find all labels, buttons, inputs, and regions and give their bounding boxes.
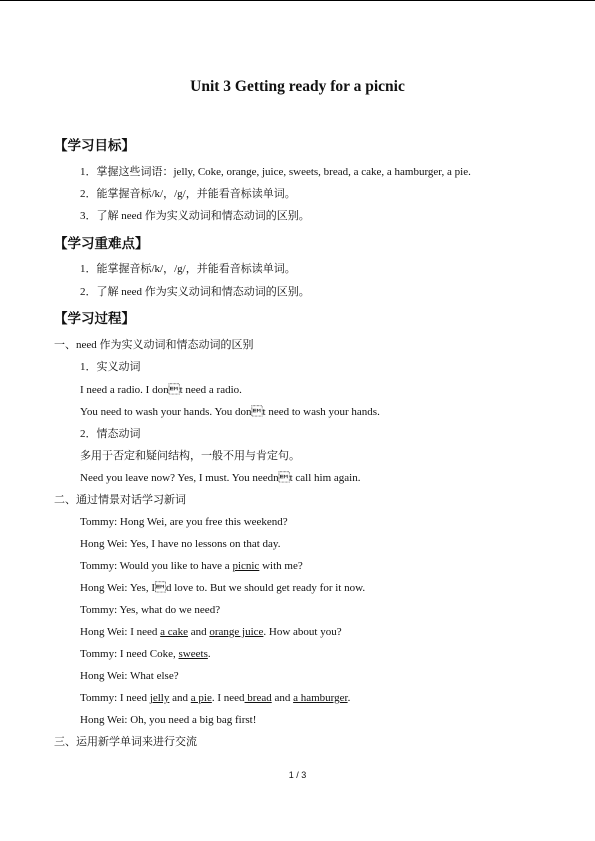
dialogue-text: and <box>169 692 191 704</box>
part1-example-1: I need a radio. I dont need a radio. <box>80 384 242 396</box>
section-heading-goals: 【学习目标】 <box>54 138 135 154</box>
difficulty-item-1: 1．能掌握音标/k/，/g/，并能看音标读单词。 <box>80 263 296 275</box>
section-heading-process: 【学习过程】 <box>54 311 135 327</box>
vocab-jelly: jelly <box>149 692 170 704</box>
dialogue-line-4: Hong Wei: Yes, Id love to. But we should get ready for it now. <box>80 582 366 594</box>
dialogue-text: . I need <box>211 692 245 704</box>
dialogue-text: . <box>347 692 351 704</box>
dialogue-text: Tommy: I need <box>80 692 150 704</box>
dialogue-line-7 <box>80 647 211 661</box>
page-number: 1 / 3 <box>288 770 307 780</box>
dialogue-line-8: Hong Wei: What else? <box>80 670 179 682</box>
part1-example-3: Need you leave now? Yes, I must. You neednt call him again. <box>80 472 361 484</box>
dialogue-text: Tommy: I need Coke, <box>80 648 179 660</box>
dialogue-line-2: Hong Wei: Yes, I have no lessons on that day. <box>80 538 281 550</box>
vocab-a-cake: a cake <box>160 626 188 638</box>
page-title: Unit 3 Getting ready for a picnic <box>190 78 405 95</box>
goal-item-1: 1．掌握这些词语：jelly, Coke, orange, juice, sweets, bread, a cake, a hamburger, a pie. <box>80 166 471 178</box>
vocab-a-hamburger: a hamburger <box>293 692 348 704</box>
vocab-a-pie: a pie <box>190 692 212 704</box>
part3-heading: 三、运用新学单词来进行交流 <box>54 736 197 748</box>
part1-example-2: You need to wash your hands. You dont need to wash your hands. <box>80 406 380 418</box>
dialogue-line-5: Tommy: Yes, what do we need? <box>80 604 221 616</box>
dialogue-text: and <box>187 626 210 638</box>
dialogue-line-1: Tommy: Hong Wei, are you free this weekend? <box>80 516 288 528</box>
dialogue-text: with me? <box>259 560 303 572</box>
part1-sub1: 1．实义动词 <box>80 361 141 373</box>
part1-sub2: 2．情态动词 <box>80 428 141 440</box>
part1-heading: 一、need 作为实义动词和情态动词的区别 <box>54 339 254 351</box>
vocab-orange-juice: orange juice <box>209 626 264 638</box>
dialogue-text: . <box>207 648 211 660</box>
dialogue-text: Tommy: Would you like to have a <box>80 560 233 572</box>
part2-heading: 二、通过情景对话学习新词 <box>54 494 186 506</box>
dialogue-line-10: Hong Wei: Oh, you need a big bag first! <box>80 714 257 726</box>
goal-item-2: 2．能掌握音标/k/，/g/，并能看音标读单词。 <box>80 188 296 200</box>
dialogue-text: and <box>271 692 294 704</box>
vocab-picnic: picnic <box>232 560 260 572</box>
section-heading-difficulties: 【学习重难点】 <box>54 236 149 252</box>
dialogue-text: Hong Wei: I need <box>80 626 161 638</box>
vocab-bread: bread <box>244 692 272 704</box>
vocab-sweets: sweets <box>178 648 208 660</box>
dialogue-line-6 <box>80 625 342 639</box>
dialogue-line-9 <box>80 691 350 705</box>
dialogue-line-3 <box>80 559 303 573</box>
goal-item-3: 3．了解 need 作为实义动词和情态动词的区别。 <box>80 210 310 222</box>
difficulty-item-2: 2．了解 need 作为实义动词和情态动词的区别。 <box>80 286 310 298</box>
page-top-border <box>0 0 595 1</box>
dialogue-text: . How about you? <box>263 626 342 638</box>
part1-note: 多用于否定和疑问结构，一般不用与肯定句。 <box>80 450 300 462</box>
